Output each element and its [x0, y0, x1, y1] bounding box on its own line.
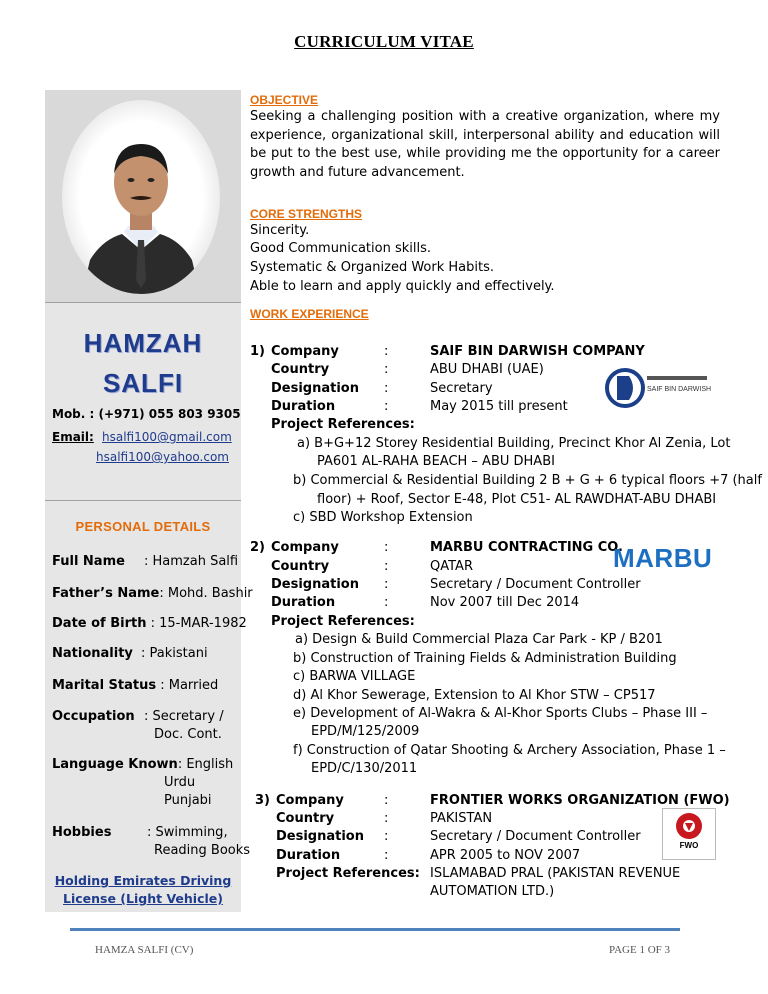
language-value-2: Urdu — [164, 775, 196, 790]
footer-rule — [70, 928, 680, 931]
strength-item: Sincerity. — [250, 223, 310, 238]
document-title: CURRICULUM VITAE — [294, 32, 474, 51]
job-number: 2) — [250, 540, 265, 555]
language-row — [52, 756, 233, 773]
dob-value: : 15-MAR-1982 — [146, 616, 247, 631]
designation-label: Designation — [271, 577, 359, 592]
field-label: Language Known — [52, 757, 178, 772]
dob-row — [52, 615, 247, 632]
project-reference: d) Al Khor Sewerage, Extension to Al Khor STW – CP517 — [293, 688, 656, 703]
email-link-2[interactable]: hsalfi100@yahoo.com — [96, 450, 229, 464]
full-name-row — [52, 553, 125, 570]
duration-label: Duration — [271, 399, 336, 414]
company-name: FRONTIER WORKS ORGANIZATION (FWO) — [430, 793, 730, 808]
marital-value: : Married — [156, 678, 219, 693]
field-label: Date of Birth — [52, 616, 147, 631]
father-name-value: : Mohd. Bashir — [159, 586, 253, 601]
project-references-label: Project References: — [276, 866, 420, 881]
colon: : — [384, 344, 389, 359]
colon: : — [384, 540, 389, 555]
occupation-value-2: Doc. Cont. — [154, 727, 222, 742]
colon: : — [384, 848, 389, 863]
project-reference: e) Development of Al-Wakra & Al-Khor Sports Clubs – Phase III – — [293, 706, 708, 721]
project-reference: a) Design & Build Commercial Plaza Car Park - KP / B201 — [295, 632, 663, 647]
country-value: PAKISTAN — [430, 811, 493, 826]
name-first: HAMZAH — [83, 328, 203, 358]
project-reference: c) BARWA VILLAGE — [293, 669, 416, 684]
license-line-2: License (Light Vehicle) — [63, 891, 223, 906]
company-name: SAIF BIN DARWISH COMPANY — [430, 344, 645, 359]
project-reference: f) Construction of Qatar Shooting & Archery Association, Phase 1 – — [293, 743, 726, 758]
project-reference: c) SBD Workshop Extension — [293, 510, 473, 525]
project-reference: EPD/C/130/2011 — [311, 761, 418, 776]
duration-value: Nov 2007 till Dec 2014 — [430, 595, 580, 610]
designation-label: Designation — [271, 381, 359, 396]
company-label: Company — [271, 540, 339, 555]
email-line-2 — [96, 450, 229, 464]
hobbies-value-1: : Swimming, — [147, 825, 228, 840]
email-link-1[interactable]: hsalfi100@gmail.com — [102, 430, 232, 444]
mobile-label: Mob. : — [52, 407, 95, 421]
page-number: PAGE 1 OF 3 — [609, 944, 671, 956]
email-label: Email: — [52, 430, 94, 444]
occupation-value-1: : Secretary / — [144, 709, 224, 724]
father-name-row — [52, 585, 253, 602]
company-name: MARBU CONTRACTING CO. — [430, 540, 623, 555]
strength-item: Good Communication skills. — [250, 241, 432, 256]
designation-value: Secretary / Document Controller — [430, 577, 641, 592]
project-references-label: Project References: — [271, 417, 415, 432]
project-reference: a) B+G+12 Storey Residential Building, Precinct Khor Al Zenia, Lot — [297, 436, 731, 451]
project-reference: ISLAMABAD PRAL (PAKISTAN REVENUE — [430, 866, 681, 881]
colon: : — [384, 577, 389, 592]
colon: : — [384, 399, 389, 414]
colon: : — [384, 595, 389, 610]
mobile-value: (+971) 055 803 9305 — [98, 407, 241, 421]
footer-left: HAMZA SALFI (CV) — [95, 944, 194, 956]
email-line — [52, 430, 232, 444]
hobbies-row — [52, 824, 111, 841]
occupation-row — [52, 708, 135, 725]
nationality-row — [52, 645, 133, 662]
duration-label: Duration — [271, 595, 336, 610]
objective-heading: OBJECTIVE — [250, 93, 319, 107]
project-reference: PA601 AL-RAHA BEACH – ABU DHABI — [317, 454, 555, 469]
full-name-value: : Hamzah Salfi — [144, 554, 239, 569]
country-label: Country — [271, 559, 330, 574]
field-label: Nationality — [52, 646, 133, 661]
marbu-logo: MARBU — [613, 543, 713, 573]
field-label: Occupation — [52, 709, 135, 724]
project-references-label: Project References: — [271, 614, 415, 629]
colon: : — [384, 793, 389, 808]
field-label: Full Name — [52, 554, 125, 569]
project-reference: b) Construction of Training Fields & Administration Building — [293, 651, 677, 666]
colon: : — [384, 811, 389, 826]
nationality-value: : Pakistani — [141, 646, 208, 661]
hobbies-value-2: Reading Books — [154, 843, 251, 858]
marital-row — [52, 677, 218, 694]
field-label: Hobbies — [52, 825, 112, 840]
colon: : — [384, 381, 389, 396]
fwo-logo-text: FWO — [679, 841, 699, 850]
country-value: ABU DHABI (UAE) — [430, 362, 544, 377]
work-experience-heading: WORK EXPERIENCE — [250, 307, 369, 321]
sbd-logo — [603, 366, 713, 410]
divider — [45, 302, 241, 303]
language-value-3: Punjabi — [164, 793, 212, 808]
license-line-1: Holding Emirates Driving — [54, 873, 232, 888]
colon: : — [384, 559, 389, 574]
colon: : — [384, 362, 389, 377]
project-reference: AUTOMATION LTD.) — [430, 884, 555, 899]
job-number: 1) — [250, 344, 265, 359]
job-number: 3) — [255, 793, 270, 808]
project-reference: EPD/M/125/2009 — [311, 724, 420, 739]
driving-license — [45, 872, 241, 908]
country-value: QATAR — [430, 559, 473, 574]
mobile-line — [52, 407, 241, 421]
company-label: Company — [271, 344, 339, 359]
country-label: Country — [276, 811, 335, 826]
company-label: Company — [276, 793, 344, 808]
designation-label: Designation — [276, 829, 364, 844]
name-last: SALFI — [102, 368, 184, 398]
duration-value: APR 2005 to NOV 2007 — [430, 848, 581, 863]
designation-value: Secretary — [430, 381, 493, 396]
field-label: Father’s Name — [52, 586, 160, 601]
designation-value: Secretary / Document Controller — [430, 829, 641, 844]
personal-details-heading: PERSONAL DETAILS — [75, 519, 211, 534]
profile-photo — [62, 100, 220, 294]
colon: : — [384, 829, 389, 844]
field-label: Marital Status — [52, 678, 157, 693]
divider — [45, 500, 241, 501]
objective-text: Seeking a challenging position with a creative organization, where my experience, organizational skill, interpersonal ability and education will be put to the best use, while providing me the opportunity for a career growth and future advancement. — [250, 109, 720, 180]
strength-item: Systematic & Organized Work Habits. — [250, 260, 494, 275]
duration-label: Duration — [276, 848, 341, 863]
duration-value: May 2015 till present — [430, 399, 568, 414]
fwo-logo — [662, 808, 716, 860]
core-strengths-heading: CORE STRENGTHS — [250, 207, 363, 221]
project-reference: floor) + Roof, Sector E-48, Plot C51- AL RAWDHAT-ABU DHABI — [317, 492, 717, 507]
strength-item: Able to learn and apply quickly and effectively. — [250, 279, 555, 294]
country-label: Country — [271, 362, 330, 377]
sbd-logo-text: SAIF BIN DARWISH — [647, 386, 712, 393]
language-value-1: : English — [177, 757, 234, 772]
project-reference: b) Commercial & Residential Building 2 B + G + 6 typical floors +7 (half — [293, 473, 762, 488]
